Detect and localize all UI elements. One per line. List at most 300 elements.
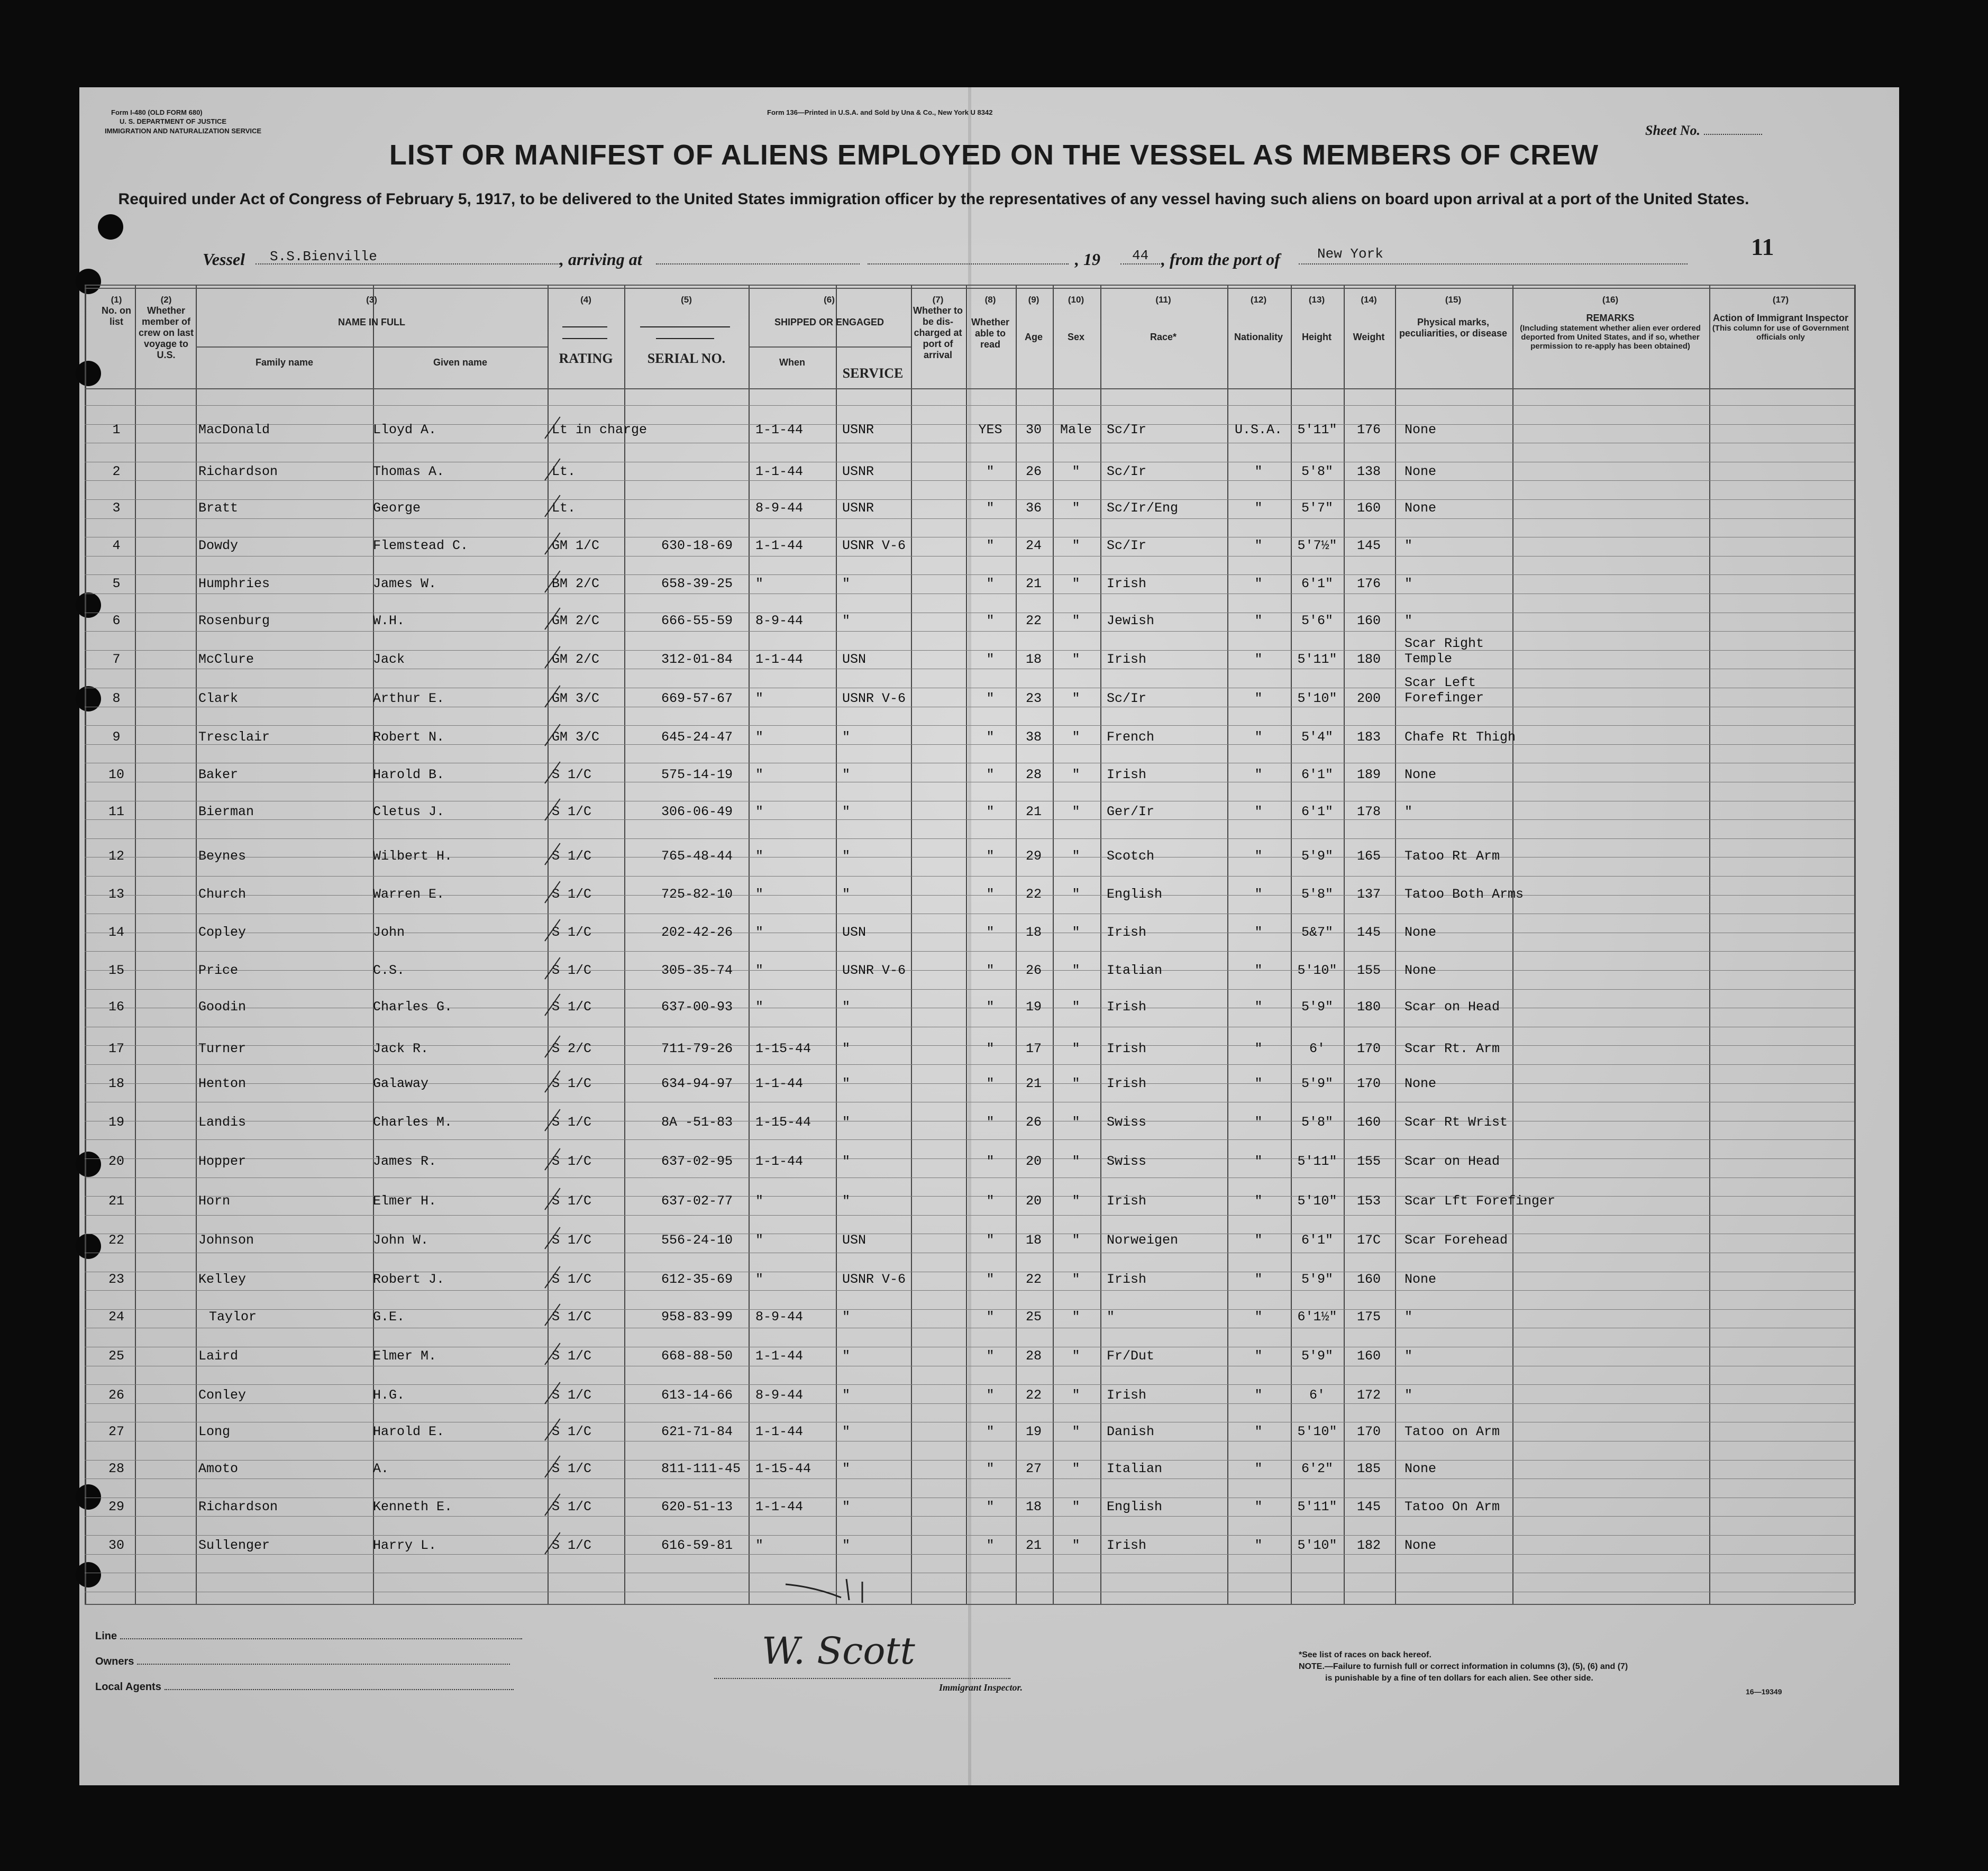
row-service: USNR V-6 — [842, 691, 906, 706]
row-rating: BM 2/C — [552, 576, 600, 591]
row-nationality: " — [1254, 804, 1263, 819]
row-nationality: " — [1254, 1424, 1263, 1439]
row-nationality: " — [1254, 1193, 1263, 1209]
row-age: 20 — [1025, 1193, 1042, 1209]
table-column-rule — [911, 285, 912, 1604]
row-age: 30 — [1025, 422, 1042, 437]
row-marks: None — [1405, 1538, 1437, 1553]
row-rating: GM 3/C — [552, 691, 600, 706]
row-given: John — [373, 925, 405, 940]
row-race: Swiss — [1107, 1154, 1147, 1169]
row-sex: Male — [1060, 422, 1092, 437]
row-service: " — [842, 1041, 851, 1056]
sheet-label: Sheet No. — [1645, 123, 1762, 139]
row-given: James W. — [373, 576, 437, 591]
row-rating: S 1/C — [552, 848, 592, 864]
row-service: " — [842, 1424, 851, 1439]
row-sex: " — [1072, 804, 1080, 819]
row-age: 18 — [1025, 1499, 1042, 1514]
row-serial: 634-94-97 — [661, 1076, 733, 1091]
row-weight: 17C — [1356, 1233, 1381, 1248]
row-given: H.G. — [373, 1388, 405, 1403]
row-race: Irish — [1107, 925, 1147, 940]
row-when: " — [755, 925, 764, 940]
row-marks: " — [1405, 1309, 1413, 1325]
from-port-line — [1299, 263, 1688, 264]
row-family: Long — [198, 1424, 231, 1439]
inspector-signature: W. Scott — [762, 1629, 915, 1673]
row-read: " — [986, 999, 995, 1015]
row-weight: 160 — [1356, 1348, 1381, 1364]
row-marks: " — [1405, 1348, 1413, 1364]
department-name: U. S. DEPARTMENT OF JUSTICE — [120, 117, 226, 125]
table-row-rule — [85, 1215, 1854, 1216]
row-marks: None — [1405, 1461, 1437, 1476]
header-sex: (10) Sex — [1067, 295, 1085, 342]
row-nationality: " — [1254, 1309, 1263, 1325]
row-given: Galaway — [373, 1076, 429, 1091]
row-rating: S 2/C — [552, 1041, 592, 1056]
row-family: Richardson — [198, 464, 278, 479]
row-service: " — [842, 576, 851, 591]
row-read: " — [986, 887, 995, 902]
row-given: Arthur E. — [373, 691, 445, 706]
header-physical-marks: (15) Physical marks, peculiarities, or disease — [1399, 295, 1508, 339]
row-family: Price — [198, 963, 239, 978]
row-marks: Tatoo Rt Arm — [1405, 848, 1500, 864]
owners-label: Owners — [95, 1656, 510, 1668]
table-column-rule — [1854, 285, 1856, 1604]
table-column-rule — [85, 285, 86, 1604]
table-row-rule — [85, 1535, 1854, 1536]
table-row-rule — [85, 1064, 1854, 1065]
row-age: 36 — [1025, 500, 1042, 516]
row-sex: " — [1072, 848, 1080, 864]
row-given: Thomas A. — [373, 464, 445, 479]
row-sex: " — [1072, 464, 1080, 479]
row-race: Ger/Ir — [1107, 804, 1155, 819]
row-family: MacDonald — [198, 422, 270, 437]
header-age: (9) Age — [1024, 295, 1043, 342]
table-row-rule — [85, 1290, 1854, 1291]
header-shipped: (6) SHIPPED OR ENGAGED — [774, 295, 884, 327]
row-no: 20 — [108, 1154, 124, 1169]
table-column-rule — [1344, 285, 1345, 1604]
row-height: 5'9" — [1301, 1076, 1333, 1091]
table-row-rule — [196, 346, 548, 348]
row-nationality: " — [1254, 652, 1263, 667]
row-serial: 725-82-10 — [661, 887, 733, 902]
row-family: Bratt — [198, 500, 239, 516]
row-race: Swiss — [1107, 1115, 1147, 1130]
from-port: New York — [1317, 246, 1383, 262]
row-race: French — [1107, 729, 1155, 745]
row-when: " — [755, 767, 764, 782]
row-no: 2 — [112, 464, 121, 479]
row-when: 1-1-44 — [755, 1076, 804, 1091]
row-nationality: " — [1254, 1233, 1263, 1248]
row-serial: 620-51-13 — [661, 1499, 733, 1514]
row-family: Henton — [198, 1076, 247, 1091]
row-height: 5'11" — [1297, 1499, 1337, 1514]
header-discharged: (7) Whether to be dis-charged at port of arrival — [913, 295, 963, 360]
row-weight: 170 — [1356, 1076, 1381, 1091]
row-height: 5'6" — [1301, 613, 1333, 628]
row-weight: 160 — [1356, 613, 1381, 628]
row-race: Irish — [1107, 1538, 1147, 1553]
row-sex: " — [1072, 1272, 1080, 1287]
row-height: 5'9" — [1301, 999, 1333, 1015]
table-row-rule — [85, 838, 1854, 839]
row-weight: 180 — [1356, 999, 1381, 1015]
row-when: 1-15-44 — [755, 1461, 811, 1476]
row-when: 1-1-44 — [755, 1424, 804, 1439]
signature-line — [714, 1678, 1010, 1679]
row-serial: 312-01-84 — [661, 652, 733, 667]
row-when: " — [755, 729, 764, 745]
row-rating: GM 3/C — [552, 729, 600, 745]
arriving-port-line — [656, 263, 860, 264]
row-no: 4 — [112, 538, 121, 553]
row-age: 28 — [1025, 767, 1042, 782]
table-row-rule — [85, 288, 1854, 289]
row-marks: " — [1405, 576, 1413, 591]
arriving-label: , arriving at — [560, 250, 642, 269]
row-weight: 137 — [1356, 887, 1381, 902]
row-nationality: " — [1254, 464, 1263, 479]
row-serial: 637-02-77 — [661, 1193, 733, 1209]
row-sex: " — [1072, 1076, 1080, 1091]
table-column-rule — [966, 285, 967, 1604]
row-family: Conley — [198, 1388, 247, 1403]
row-rating: S 1/C — [552, 804, 592, 819]
row-family: Turner — [198, 1041, 247, 1056]
row-sex: " — [1072, 1193, 1080, 1209]
punch-hole — [76, 1484, 101, 1510]
row-sex: " — [1072, 1309, 1080, 1325]
row-height: 5'9" — [1301, 848, 1333, 864]
row-serial: 669-57-67 — [661, 691, 733, 706]
row-family: Baker — [198, 767, 239, 782]
row-when: 1-15-44 — [755, 1041, 811, 1056]
row-height: 5'8" — [1301, 887, 1333, 902]
punch-hole — [76, 269, 101, 294]
row-race: Irish — [1107, 767, 1147, 782]
header-race: (11) Race* — [1150, 295, 1177, 342]
service-name: IMMIGRATION AND NATURALIZATION SERVICE — [105, 127, 262, 135]
row-marks: None — [1405, 767, 1437, 782]
row-marks: Scar on Head — [1405, 999, 1500, 1015]
row-when: " — [755, 1538, 764, 1553]
row-rating: S 1/C — [552, 1272, 592, 1287]
row-height: 6' — [1309, 1388, 1325, 1403]
row-read: " — [986, 1388, 995, 1403]
row-rating: S 1/C — [552, 1424, 592, 1439]
row-marks: Scar Rt Wrist — [1405, 1115, 1508, 1130]
row-marks: " — [1405, 538, 1413, 553]
header-remarks: (16) REMARKS (Including statement whether alien ever ordered deported from United States, and if so, whether permission to re-apply has been obtained) — [1520, 295, 1701, 351]
row-marks: Scar Right Temple — [1405, 636, 1484, 667]
row-service: USNR — [842, 500, 874, 516]
row-age: 26 — [1025, 464, 1042, 479]
row-service: " — [842, 1499, 851, 1514]
row-serial: 8A -51-83 — [661, 1115, 733, 1130]
row-family: Laird — [198, 1348, 239, 1364]
row-weight: 170 — [1356, 1424, 1381, 1439]
table-column-rule — [1016, 285, 1017, 1604]
row-marks: Scar Left Forefinger — [1405, 675, 1484, 706]
row-marks: Scar on Head — [1405, 1154, 1500, 1169]
row-height: 5'7½" — [1297, 538, 1337, 553]
row-race: Danish — [1107, 1424, 1155, 1439]
row-when: 1-1-44 — [755, 1154, 804, 1169]
row-weight: 145 — [1356, 925, 1381, 940]
row-when: 1-1-44 — [755, 464, 804, 479]
row-marks: " — [1405, 613, 1413, 628]
row-weight: 200 — [1356, 691, 1381, 706]
row-marks: Tatoo Both Arms — [1405, 887, 1524, 902]
row-nationality: " — [1254, 1388, 1263, 1403]
row-nationality: " — [1254, 1041, 1263, 1056]
row-age: 17 — [1025, 1041, 1042, 1056]
row-service: " — [842, 999, 851, 1015]
table-column-rule — [548, 285, 549, 1604]
row-given: Wilbert H. — [373, 848, 453, 864]
row-given: Charles G. — [373, 999, 453, 1015]
table-column-rule — [836, 285, 837, 1604]
row-rating: S 1/C — [552, 1193, 592, 1209]
row-serial: 645-24-47 — [661, 729, 733, 745]
row-height: 5'10" — [1297, 1424, 1337, 1439]
row-read: " — [986, 652, 995, 667]
row-family: Bierman — [198, 804, 254, 819]
row-weight: 160 — [1356, 1115, 1381, 1130]
row-age: 18 — [1025, 652, 1042, 667]
row-nationality: " — [1254, 925, 1263, 940]
row-age: 20 — [1025, 1154, 1042, 1169]
row-family: Sullenger — [198, 1538, 270, 1553]
row-service: " — [842, 729, 851, 745]
row-height: 5'10" — [1297, 691, 1337, 706]
requirement-text: Required under Act of Congress of February 5, 1917, to be delivered to the United States immigration officer by the representatives of any vessel having such aliens on board upon arrival at a port of the United States. — [118, 190, 1749, 208]
row-when: " — [755, 1272, 764, 1287]
row-serial: 811-111-45 — [661, 1461, 741, 1476]
row-weight: 165 — [1356, 848, 1381, 864]
row-read: " — [986, 538, 995, 553]
row-marks: Scar Forehead — [1405, 1233, 1508, 1248]
row-no: 8 — [112, 691, 121, 706]
row-sex: " — [1072, 1115, 1080, 1130]
row-sex: " — [1072, 1154, 1080, 1169]
races-note: *See list of races on back hereof. — [1299, 1650, 1431, 1659]
row-when: 1-1-44 — [755, 538, 804, 553]
header-read: (8) Whether able to read — [971, 295, 1009, 350]
row-no: 5 — [112, 576, 121, 591]
row-weight: 178 — [1356, 804, 1381, 819]
row-nationality: " — [1254, 1499, 1263, 1514]
row-read: " — [986, 613, 995, 628]
punch-hole — [76, 686, 101, 711]
row-service: " — [842, 613, 851, 628]
row-family: Goodin — [198, 999, 247, 1015]
row-race: Scotch — [1107, 848, 1155, 864]
row-race: Irish — [1107, 1388, 1147, 1403]
row-serial: 616-59-81 — [661, 1538, 733, 1553]
row-sex: " — [1072, 1499, 1080, 1514]
row-family: Taylor — [209, 1309, 257, 1325]
row-when: " — [755, 1233, 764, 1248]
line-label: Line — [95, 1630, 522, 1642]
row-age: 21 — [1025, 1538, 1042, 1553]
row-rating: Lt. — [552, 464, 576, 479]
row-given: Lloyd A. — [373, 422, 437, 437]
row-race: Sc/Ir — [1107, 691, 1147, 706]
row-given: Charles M. — [373, 1115, 453, 1130]
row-marks: " — [1405, 804, 1413, 819]
row-rating: S 1/C — [552, 1499, 592, 1514]
row-race: Italian — [1107, 963, 1163, 978]
row-weight: 155 — [1356, 963, 1381, 978]
punch-hole — [76, 361, 101, 386]
row-height: 5'8" — [1301, 464, 1333, 479]
table-row-rule — [85, 951, 1854, 952]
row-when: " — [755, 1193, 764, 1209]
row-age: 23 — [1025, 691, 1042, 706]
row-no: 29 — [108, 1499, 124, 1514]
sheet-number: 11 — [1751, 233, 1774, 260]
row-service: USNR V-6 — [842, 1272, 906, 1287]
row-sex: " — [1072, 1348, 1080, 1364]
table-column-rule — [624, 285, 625, 1604]
table-row-rule — [85, 1384, 1854, 1385]
row-read: " — [986, 1309, 995, 1325]
row-nationality: " — [1254, 1154, 1263, 1169]
table-row-rule — [85, 819, 1854, 820]
row-race: English — [1107, 1499, 1163, 1514]
row-nationality: " — [1254, 1115, 1263, 1130]
row-given: Elmer H. — [373, 1193, 437, 1209]
row-service: USNR — [842, 464, 874, 479]
row-read: " — [986, 1348, 995, 1364]
table-row-rule — [85, 1478, 1854, 1479]
row-read: " — [986, 1424, 995, 1439]
row-age: 22 — [1025, 1272, 1042, 1287]
row-nationality: U.S.A. — [1234, 422, 1282, 437]
row-read: " — [986, 464, 995, 479]
row-service: " — [842, 1388, 851, 1403]
row-age: 29 — [1025, 848, 1042, 864]
row-weight: 189 — [1356, 767, 1381, 782]
row-rating: S 1/C — [552, 1076, 592, 1091]
row-marks: None — [1405, 925, 1437, 940]
row-read: " — [986, 963, 995, 978]
row-serial: 668-88-50 — [661, 1348, 733, 1364]
row-service: " — [842, 1193, 851, 1209]
row-serial: 637-00-93 — [661, 999, 733, 1015]
header-no: (1) No. on list — [102, 295, 131, 327]
row-service: " — [842, 1461, 851, 1476]
row-no: 11 — [108, 804, 124, 819]
row-height: 5'7" — [1301, 500, 1333, 516]
row-family: McClure — [198, 652, 254, 667]
row-height: 6'1" — [1301, 1233, 1333, 1248]
header-service: SERVICE — [842, 366, 904, 381]
vessel-name: S.S.Bienville — [270, 249, 377, 264]
handwritten-mark — [783, 1574, 889, 1611]
row-read: " — [986, 1193, 995, 1209]
row-read: " — [986, 925, 995, 940]
row-given: George — [373, 500, 421, 516]
header-weight: (14) Weight — [1353, 295, 1385, 342]
row-height: 5'10" — [1297, 1538, 1337, 1553]
row-height: 5'10" — [1297, 963, 1337, 978]
row-rating: GM 2/C — [552, 613, 600, 628]
form-number: Form I-480 (OLD FORM 680) — [111, 108, 203, 116]
row-read: " — [986, 1115, 995, 1130]
row-family: Humphries — [198, 576, 270, 591]
row-family: Rosenburg — [198, 613, 270, 628]
row-family: Amoto — [198, 1461, 239, 1476]
row-serial: 575-14-19 — [661, 767, 733, 782]
row-height: 6' — [1309, 1041, 1325, 1056]
penalty-note: NOTE.—Failure to furnish full or correct information in columns (3), (5), (6) and (7) — [1299, 1662, 1628, 1671]
row-service: " — [842, 1076, 851, 1091]
printer-line: Form 136—Printed in U.S.A. and Sold by Una & Co., New York U 8342 — [767, 108, 993, 116]
row-race: Irish — [1107, 652, 1147, 667]
table-row-rule — [85, 574, 1854, 575]
row-family: Johnson — [198, 1233, 254, 1248]
arrival-date-line — [868, 263, 1069, 264]
row-sex: " — [1072, 538, 1080, 553]
row-when: 8-9-44 — [755, 1388, 804, 1403]
year-prefix: , 19 — [1075, 250, 1100, 269]
row-weight: 145 — [1356, 1499, 1381, 1514]
row-height: 6'1" — [1301, 767, 1333, 782]
row-race: Irish — [1107, 576, 1147, 591]
row-given: W.H. — [373, 613, 405, 628]
table-row-rule — [85, 285, 1854, 286]
row-when: 1-1-44 — [755, 1499, 804, 1514]
row-no: 9 — [112, 729, 121, 745]
row-age: 27 — [1025, 1461, 1042, 1476]
row-sex: " — [1072, 613, 1080, 628]
row-serial: 958-83-99 — [661, 1309, 733, 1325]
table-row-rule — [85, 631, 1854, 632]
row-nationality: " — [1254, 999, 1263, 1015]
row-given: Jack R. — [373, 1041, 429, 1056]
row-no: 28 — [108, 1461, 124, 1476]
row-height: 5'11" — [1297, 652, 1337, 667]
table-row-rule — [85, 518, 1854, 519]
row-when: " — [755, 804, 764, 819]
row-sex: " — [1072, 887, 1080, 902]
row-nationality: " — [1254, 887, 1263, 902]
row-sex: " — [1072, 925, 1080, 940]
row-family: Kelley — [198, 1272, 247, 1287]
row-service: " — [842, 848, 851, 864]
table-row-rule — [749, 346, 911, 348]
row-marks: Tatoo On Arm — [1405, 1499, 1500, 1514]
row-weight: 155 — [1356, 1154, 1381, 1169]
row-weight: 176 — [1356, 576, 1381, 591]
row-no: 24 — [108, 1309, 124, 1325]
row-family: Church — [198, 887, 247, 902]
row-read: " — [986, 1076, 995, 1091]
row-when: " — [755, 963, 764, 978]
row-read: " — [986, 1233, 995, 1248]
row-marks: None — [1405, 963, 1437, 978]
row-age: 25 — [1025, 1309, 1042, 1325]
